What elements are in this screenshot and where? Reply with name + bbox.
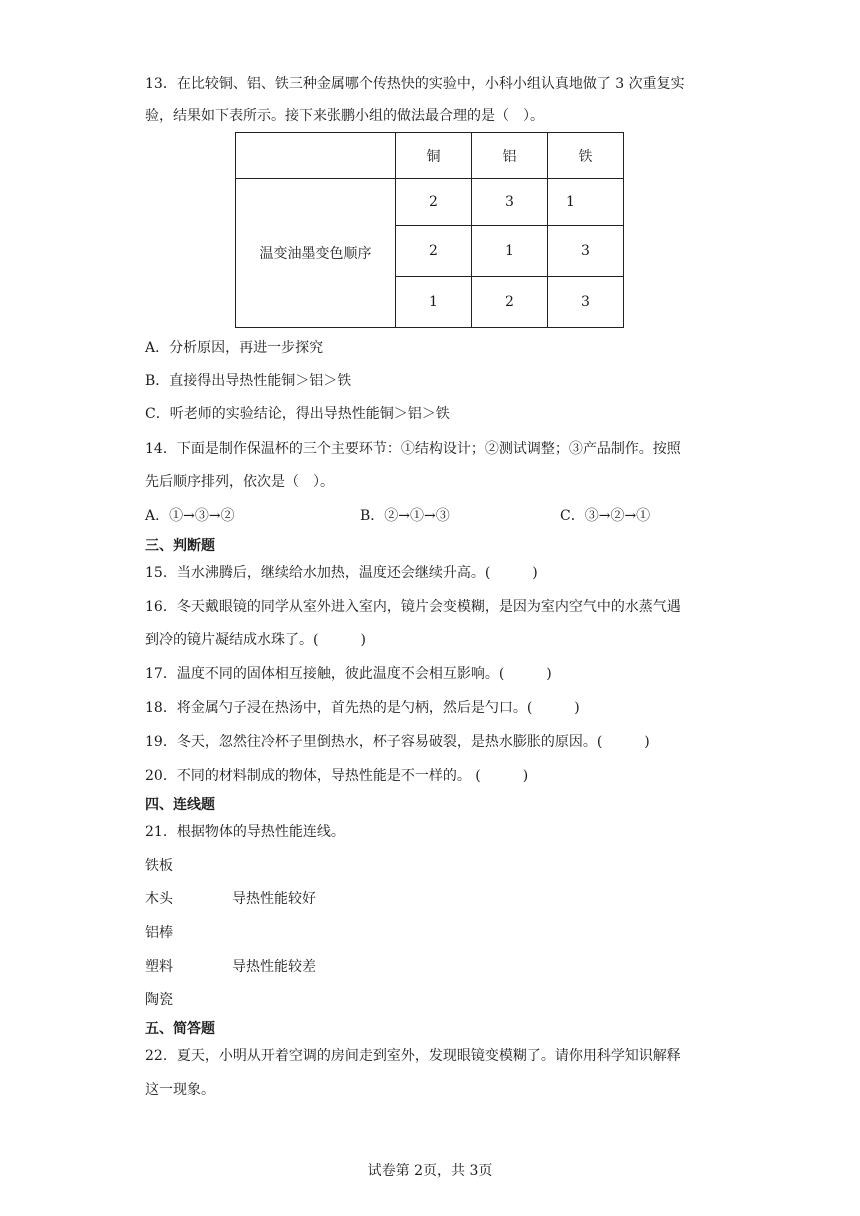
q22-line1: 22．夏天，小明从开着空调的房间走到室外，发现眼镜变模糊了。请你用科学知识解释 xyxy=(145,1048,681,1064)
match-left-item: 木头 xyxy=(145,891,173,907)
match-left-item: 铝棒 xyxy=(145,925,173,941)
table-cell: 2 xyxy=(472,277,548,328)
match-left-item: 铁板 xyxy=(145,858,173,874)
table-cell: 1 xyxy=(396,277,472,328)
q13-option-a: A．分析原因，再进一步探究 xyxy=(145,340,324,356)
section-matching-heading: 四、连线题 xyxy=(145,797,215,813)
q13-stem-line1: 13．在比较铜、铝、铁三种金属哪个传热快的实验中，小科小组认真地做了 3 次重复实 xyxy=(145,76,685,92)
table-cell: 3 xyxy=(472,179,548,226)
q14-option-b: B．②→①→③ xyxy=(360,508,450,524)
q13-option-b: B．直接得出导热性能铜＞铝＞铁 xyxy=(145,373,352,389)
q14-stem-line1: 14．下面是制作保温杯的三个主要环节：①结构设计；②测试调整；③产品制作。按照 xyxy=(145,441,681,457)
q22-line2: 这一现象。 xyxy=(145,1082,215,1098)
table-cell: 3 xyxy=(548,277,624,328)
section-short-answer-heading: 五、简答题 xyxy=(145,1021,215,1037)
q14-option-a: A．①→③→② xyxy=(145,508,235,524)
table-cell: 2 xyxy=(396,179,472,226)
q15-text: 15．当水沸腾后，继续给水加热，温度还会继续升高。( ) xyxy=(145,565,538,581)
q20-text: 20．不同的材料制成的物体，导热性能是不一样的。 ( ) xyxy=(145,768,529,784)
experiment-table xyxy=(235,132,624,328)
q16-line1: 16．冬天戴眼镜的同学从室外进入室内，镜片会变模糊，是因为室内空气中的水蒸气遇 xyxy=(145,599,681,615)
q13-stem-line2: 验，结果如下表所示。接下来张鹏小组的做法最合理的是（ ）。 xyxy=(145,108,544,124)
q17-text: 17．温度不同的固体相互接触，彼此温度不会相互影响。( ) xyxy=(145,666,552,682)
q14-stem-line2: 先后顺序排列，依次是（ ）。 xyxy=(145,474,334,490)
q21-stem: 21．根据物体的导热性能连线。 xyxy=(145,824,345,840)
table-cell: 3 xyxy=(548,226,624,277)
section-judgment-heading: 三、判断题 xyxy=(145,538,215,554)
match-right-item: 导热性能较差 xyxy=(232,959,316,975)
q19-text: 19．冬天，忽然往冷杯子里倒热水，杯子容易破裂，是热水膨胀的原因。( ) xyxy=(145,734,650,750)
match-left-item: 塑料 xyxy=(145,959,173,975)
q16-line2: 到冷的镜片凝结成水珠了。( ) xyxy=(145,632,366,648)
match-left-item: 陶瓷 xyxy=(145,992,173,1008)
table-header-empty xyxy=(236,133,396,179)
table-cell: 1 xyxy=(548,179,624,226)
q13-option-c: C．听老师的实验结论，得出导热性能铜＞铝＞铁 xyxy=(145,406,450,422)
table-header-copper: 铜 xyxy=(396,133,472,179)
match-right-item: 导热性能较好 xyxy=(232,891,316,907)
table-row-label: 温变油墨变色顺序 xyxy=(236,179,396,328)
table-header-aluminum: 铝 xyxy=(472,133,548,179)
page-footer: 试卷第 2页，共 3页 xyxy=(367,1163,493,1179)
table-cell: 2 xyxy=(396,226,472,277)
table-row xyxy=(236,179,624,226)
q18-text: 18．将金属勺子浸在热汤中，首先热的是勺柄，然后是勺口。( ) xyxy=(145,700,580,716)
q14-option-c: C．③→②→① xyxy=(560,508,651,524)
table-cell: 1 xyxy=(472,226,548,277)
table-header-iron: 铁 xyxy=(548,133,624,179)
